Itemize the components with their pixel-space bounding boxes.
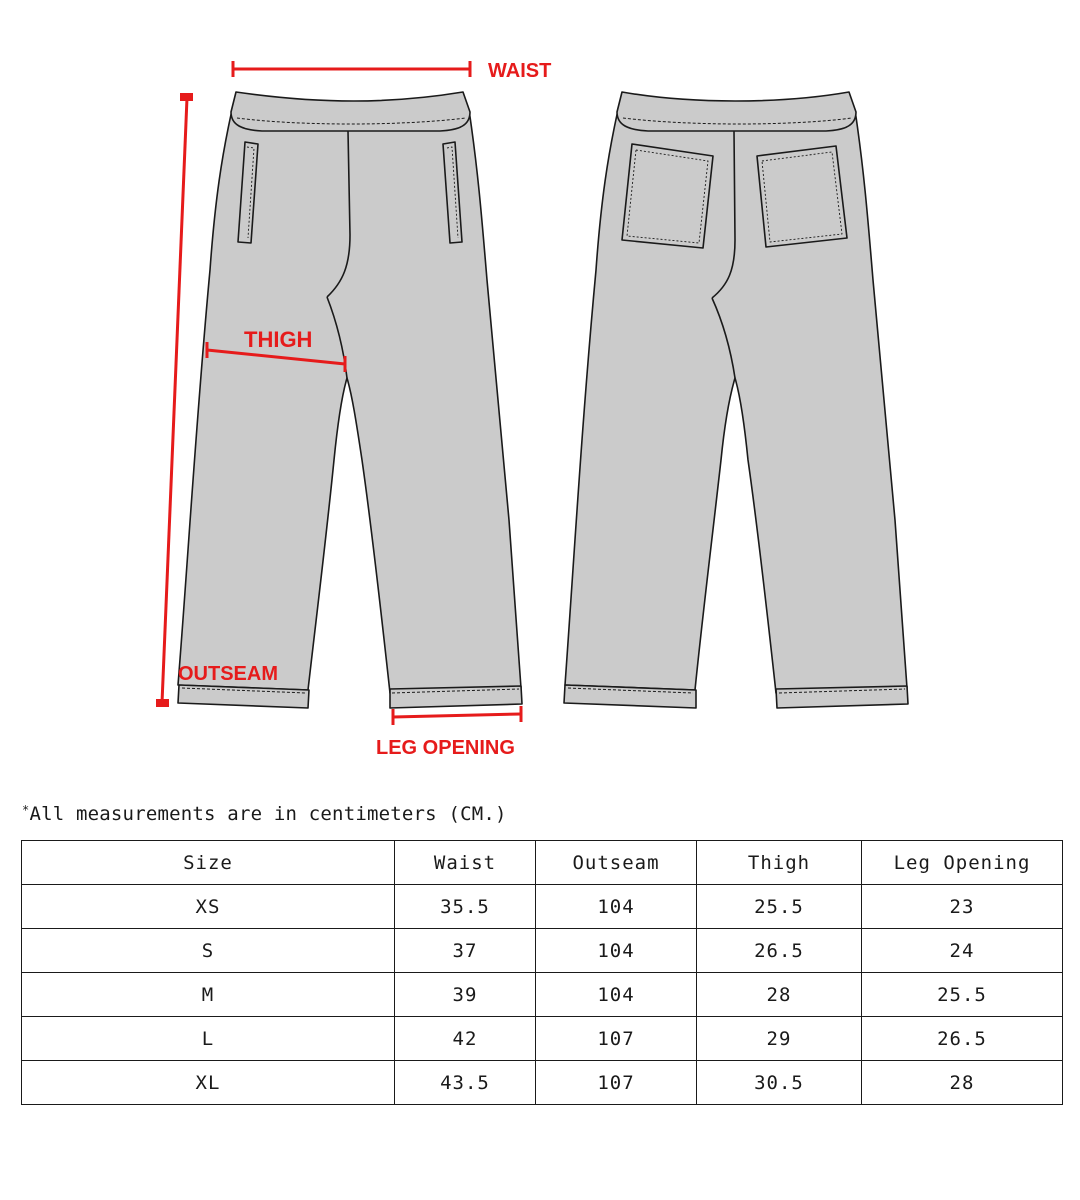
cell-thigh: 30.5 (697, 1061, 862, 1105)
table-row (22, 973, 1063, 1017)
cell-leg-opening: 28 (862, 1061, 1063, 1105)
table-row (22, 1061, 1063, 1105)
table-row (22, 929, 1063, 973)
waist-label: WAIST (488, 60, 552, 82)
measurement-unit-note (22, 803, 507, 825)
header-waist: Waist (395, 841, 536, 885)
leg-opening-measure-line (393, 706, 521, 725)
cell-leg-opening: 24 (862, 929, 1063, 973)
cell-outseam: 107 (536, 1061, 697, 1105)
cell-waist: 35.5 (395, 885, 536, 929)
note-asterisk: * (22, 803, 30, 817)
cell-outseam: 104 (536, 929, 697, 973)
cell-size: XL (22, 1061, 395, 1105)
header-leg-opening: Leg Opening (862, 841, 1063, 885)
table-row (22, 885, 1063, 929)
cell-size: S (22, 929, 395, 973)
pants-front-view (178, 92, 522, 708)
cell-waist: 37 (395, 929, 536, 973)
cell-size: XS (22, 885, 395, 929)
cell-leg-opening: 25.5 (862, 973, 1063, 1017)
cell-waist: 42 (395, 1017, 536, 1061)
outseam-label: OUTSEAM (178, 663, 278, 685)
cell-thigh: 26.5 (697, 929, 862, 973)
cell-thigh: 25.5 (697, 885, 862, 929)
cell-outseam: 104 (536, 973, 697, 1017)
waist-measure-line (233, 61, 470, 77)
cell-waist: 43.5 (395, 1061, 536, 1105)
cell-thigh: 28 (697, 973, 862, 1017)
cell-size: M (22, 973, 395, 1017)
table-header-row (22, 841, 1063, 885)
pants-back-view (564, 92, 908, 708)
header-thigh: Thigh (697, 841, 862, 885)
cell-leg-opening: 26.5 (862, 1017, 1063, 1061)
cell-outseam: 107 (536, 1017, 697, 1061)
cell-leg-opening: 23 (862, 885, 1063, 929)
header-outseam: Outseam (536, 841, 697, 885)
table-row (22, 1017, 1063, 1061)
cell-size: L (22, 1017, 395, 1061)
size-chart-table (21, 840, 1063, 1105)
cell-outseam: 104 (536, 885, 697, 929)
cell-waist: 39 (395, 973, 536, 1017)
leg-opening-label: LEG OPENING (376, 737, 515, 759)
thigh-label: THIGH (244, 327, 313, 352)
note-text: All measurements are in centimeters (CM.) (29, 803, 507, 825)
cell-thigh: 29 (697, 1017, 862, 1061)
header-size: Size (22, 841, 395, 885)
